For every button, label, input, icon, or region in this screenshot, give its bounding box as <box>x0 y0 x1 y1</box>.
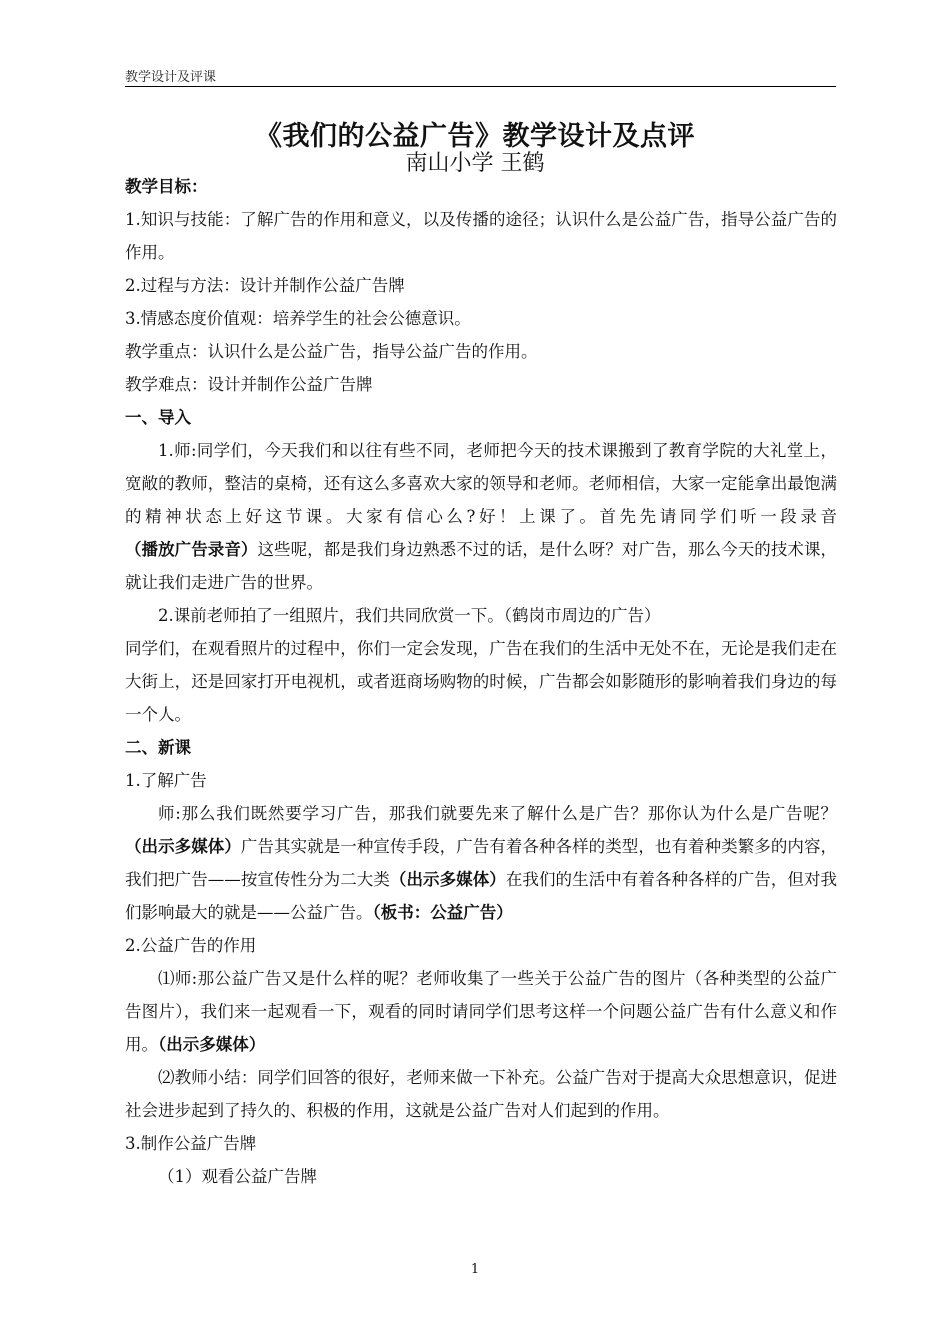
paragraph-text: 广告其实就是一种宣传手段，广告有着各种各样的类型，也有着种类繁多的内容，我们把广告——按宣传性分为二大类 <box>125 837 838 889</box>
paragraph: 同学们，在观看照片的过程中，你们一定会发现，广告在我们的生活中无处不在，无论是我们走在大街上，还是回家打开电视机，或者逛商场购物的时候，广告都会如影随形的影响着我们身边的每一个人。 <box>125 639 837 724</box>
key-point: 教学重点：认识什么是公益广告，指导公益广告的作用。 <box>125 342 538 361</box>
bold-annotation: （播放广告录音） <box>125 540 258 559</box>
paragraph-text: 这些呢，都是我们身边熟悉不过的话，是什么呀？对广告，那么今天的技术课，就让我们走进广告的世界。 <box>125 540 838 592</box>
objective-item: 1.知识与技能：了解广告的作用和意义，以及传播的途径；认识什么是公益广告，指导公益广告的作用。 <box>125 210 837 262</box>
paragraph-text: 在我们的生活中有着各种各样的广告，但对我们影响最大的就是——公益广告。 <box>125 870 838 922</box>
objective-item: 3.情感态度价值观：培养学生的社会公德意识。 <box>125 309 471 328</box>
objective-item: 2.过程与方法：设计并制作公益广告牌 <box>125 276 405 295</box>
document-author: 南山小学 王鹤 <box>405 151 545 176</box>
paragraph: （1）观看公益广告牌 <box>158 1167 317 1186</box>
subsection-heading: 3.制作公益广告牌 <box>125 1134 257 1153</box>
paragraph-text: 1.师:同学们，今天我们和以往有些不同，老师把今天的技术课搬到了教育学院的大礼堂上，宽敞的教师，整洁的桌椅，还有这么多喜欢大家的领导和老师。老师相信，大家一定能拿出最饱满的精神状态上好这节课。大家有信心么?好！上课了。首先先请同学们听一段录音 <box>125 441 837 526</box>
document-body <box>125 170 837 1193</box>
paragraph-text: ⑴师:那公益广告又是什么样的呢？老师收集了一些关于公益广告的图片（各种类型的公益广告图片），我们来一起观看一下，观看的同时请同学们思考这样一个问题公益广告有什么意义和作用。 <box>125 969 837 1054</box>
header-rule <box>125 86 836 87</box>
bold-annotation: （出示多媒体） <box>125 837 241 856</box>
page-number: 1 <box>470 1262 480 1277</box>
running-header: 教学设计及评课 <box>125 70 217 85</box>
section-heading: 二、新课 <box>125 738 191 757</box>
subsection-heading: 1.了解广告 <box>125 771 207 790</box>
section-heading: 一、导入 <box>125 408 191 427</box>
paragraph-text: 师:那么我们既然要学习广告，那我们就要先来了解什么是广告？那你认为什么是广告呢？ <box>158 804 837 823</box>
paragraph <box>125 434 837 599</box>
bold-annotation: （出示多媒体） <box>389 870 506 889</box>
paragraph <box>125 962 837 1061</box>
document-title: 《我们的公益广告》教学设计及点评 <box>255 121 695 152</box>
bold-annotation: （出示多媒体） <box>158 1035 266 1054</box>
paragraph: 2.课前老师拍了一组照片，我们共同欣赏一下。（鹤岗市周边的广告） <box>158 606 661 625</box>
difficulty: 教学难点：设计并制作公益广告牌 <box>125 375 373 394</box>
objectives-heading: 教学目标： <box>125 177 208 196</box>
bold-annotation: （板书：公益广告） <box>372 903 513 922</box>
paragraph: ⑵教师小结：同学们回答的很好，老师来做一下补充。公益广告对于提高大众思想意识，促进社会进步起到了持久的、积极的作用，这就是公益广告对人们起到的作用。 <box>125 1068 837 1120</box>
subsection-heading: 2.公益广告的作用 <box>125 936 257 955</box>
paragraph <box>125 797 837 929</box>
